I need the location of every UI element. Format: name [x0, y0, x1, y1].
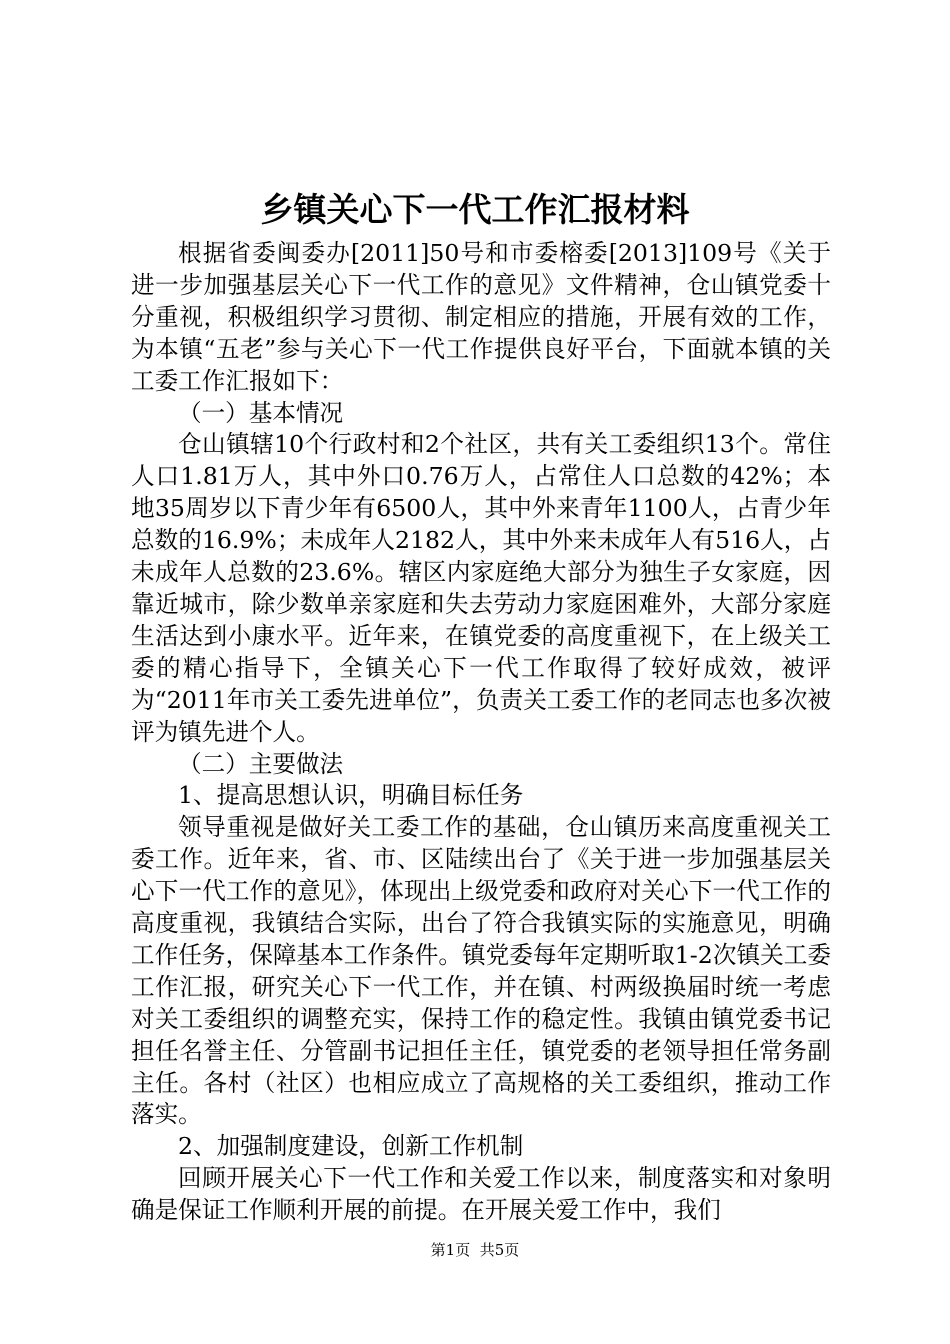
section-heading-basic-situation: （一）基本情况 [178, 398, 344, 427]
page-footer [0, 1240, 950, 1260]
subheading-improve-awareness: 1、提高思想认识，明确目标任务 [178, 781, 524, 810]
intro-paragraph: 根据省委闽委办[2011]50号和市委榕委[2013]109号《关于进一步加强基层关心下一代工作的意见》文件精神，仓山镇党委十分重视，积极组织学习贯彻、制定相应的措施，开展有效的工作，为本镇“五老”参与关心下一代工作提供良好平台，下面就本镇的关工委工作汇报如下： [131, 239, 831, 395]
section-heading-main-practices: （二）主要做法 [178, 749, 344, 778]
document-body [131, 238, 831, 1227]
page-number: 第1页 [430, 1241, 471, 1259]
basic-situation-paragraph: 仓山镇辖10个行政村和2个社区，共有关工委组织13个。常住人口1.81万人，其中外口0.76万人，占常住人口总数的42%；本地35周岁以下青少年有6500人，其中外来青年1100人，占青少年总数的16.9%；未成年人2182人，其中外来未成年人有516人，占未成年人总数的23.6%。辖区内家庭绝大部分为独生子女家庭，因靠近城市，除少数单亲家庭和失去劳动力家庭困难外，大部分家庭生活达到小康水平。近年来，在镇党委的高度重视下，在上级关工委的精心指导下，全镇关心下一代工作取得了较好成效，被评为“2011年市关工委先进单位”，负责关工委工作的老同志也多次被评为镇先进个人。 [131, 430, 831, 746]
document-title: 乡镇关心下一代工作汇报材料 [260, 190, 690, 229]
subheading-system-building: 2、加强制度建设，创新工作机制 [178, 1132, 524, 1161]
system-building-paragraph: 回顾开展关心下一代工作和关爱工作以来，制度落实和对象明确是保证工作顺利开展的前提。在开展关爱工作中，我们 [131, 1164, 831, 1225]
page-total: 共5页 [479, 1241, 520, 1259]
improve-awareness-paragraph: 领导重视是做好关工委工作的基础，仓山镇历来高度重视关工委工作。近年来，省、市、区陆续出台了《关于进一步加强基层关心下一代工作的意见》，体现出上级党委和政府对关心下一代工作的高度重视，我镇结合实际，出台了符合我镇实际的实施意见，明确工作任务，保障基本工作条件。镇党委每年定期听取1-2次镇关工委工作汇报，研究关心下一代工作，并在镇、村两级换届时统一考虑对关工委组织的调整充实，保持工作的稳定性。我镇由镇党委书记担任名誉主任、分管副书记担任主任，镇党委的老领导担任常务副主任。各村（社区）也相应成立了高规格的关工委组织，推动工作落实。 [131, 813, 831, 1129]
